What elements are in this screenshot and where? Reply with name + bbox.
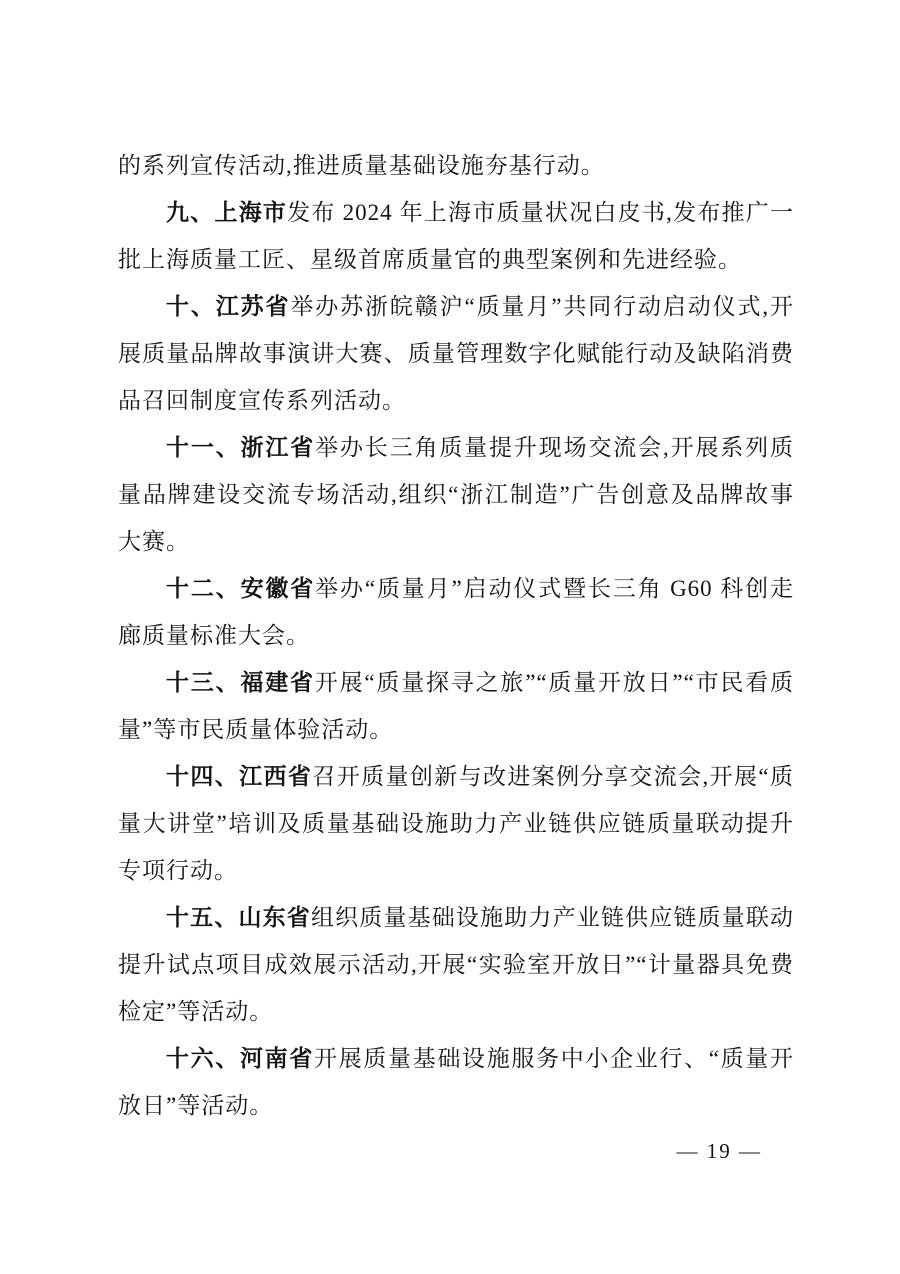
paragraph-lead: 十一、浙江省 — [166, 434, 316, 460]
paragraph-text: 组织质量基础设施助力产业链供应链质量联动提升试点项目成效展示活动,开展“实验室开放日”“计量器具免费检定”等活动。 — [118, 905, 795, 1024]
paragraph-text: 举办“质量月”启动仪式暨长三角 G60 科创走廊质量标准大会。 — [118, 576, 794, 648]
paragraph-text: 开展质量基础设施服务中小企业行、“质量开放日”等活动。 — [118, 1046, 794, 1118]
paragraph — [118, 283, 794, 424]
paragraph-lead: 十、江苏省 — [166, 293, 291, 319]
paragraph-lead: 十三、福建省 — [166, 669, 315, 695]
paragraph — [118, 659, 794, 753]
paragraph-lead: 十二、安徽省 — [166, 575, 316, 601]
paragraph — [118, 753, 794, 894]
paragraph — [118, 1035, 794, 1129]
page-number: — 19 — — [676, 1139, 762, 1163]
paragraph — [118, 565, 794, 659]
paragraph-text: 的系列宣传活动,推进质量基础设施夯基行动。 — [118, 153, 605, 178]
paragraph-text: 开展“质量探寻之旅”“质量开放日”“市民看质量”等市民质量体验活动。 — [118, 670, 795, 742]
paragraph-lead: 十六、河南省 — [166, 1045, 315, 1071]
paragraph-text: 举办苏浙皖赣沪“质量月”共同行动启动仪式,开展质量品牌故事演讲大赛、质量管理数字化赋能行动及缺陷消费品召回制度宣传系列活动。 — [118, 294, 794, 413]
document-content — [118, 142, 794, 1129]
paragraph-text: 召开质量创新与改进案例分享交流会,开展“质量大讲堂”培训及质量基础设施助力产业链供应链质量联动提升专项行动。 — [118, 764, 795, 883]
paragraph-lead: 十四、江西省 — [166, 763, 313, 789]
paragraph — [118, 424, 794, 565]
paragraph — [118, 142, 794, 189]
paragraph — [118, 189, 794, 283]
paragraph-text: 举办长三角质量提升现场交流会,开展系列质量品牌建设交流专场活动,组织“浙江制造”广告创意及品牌故事大赛。 — [118, 435, 795, 554]
paragraph — [118, 894, 794, 1035]
paragraph-lead: 九、上海市 — [166, 199, 288, 225]
paragraph-text: 发布 2024 年上海市质量状况白皮书,发布推广一批上海质量工匠、星级首席质量官的典型案例和先进经验。 — [118, 200, 795, 272]
paragraph-lead: 十五、山东省 — [166, 904, 311, 930]
